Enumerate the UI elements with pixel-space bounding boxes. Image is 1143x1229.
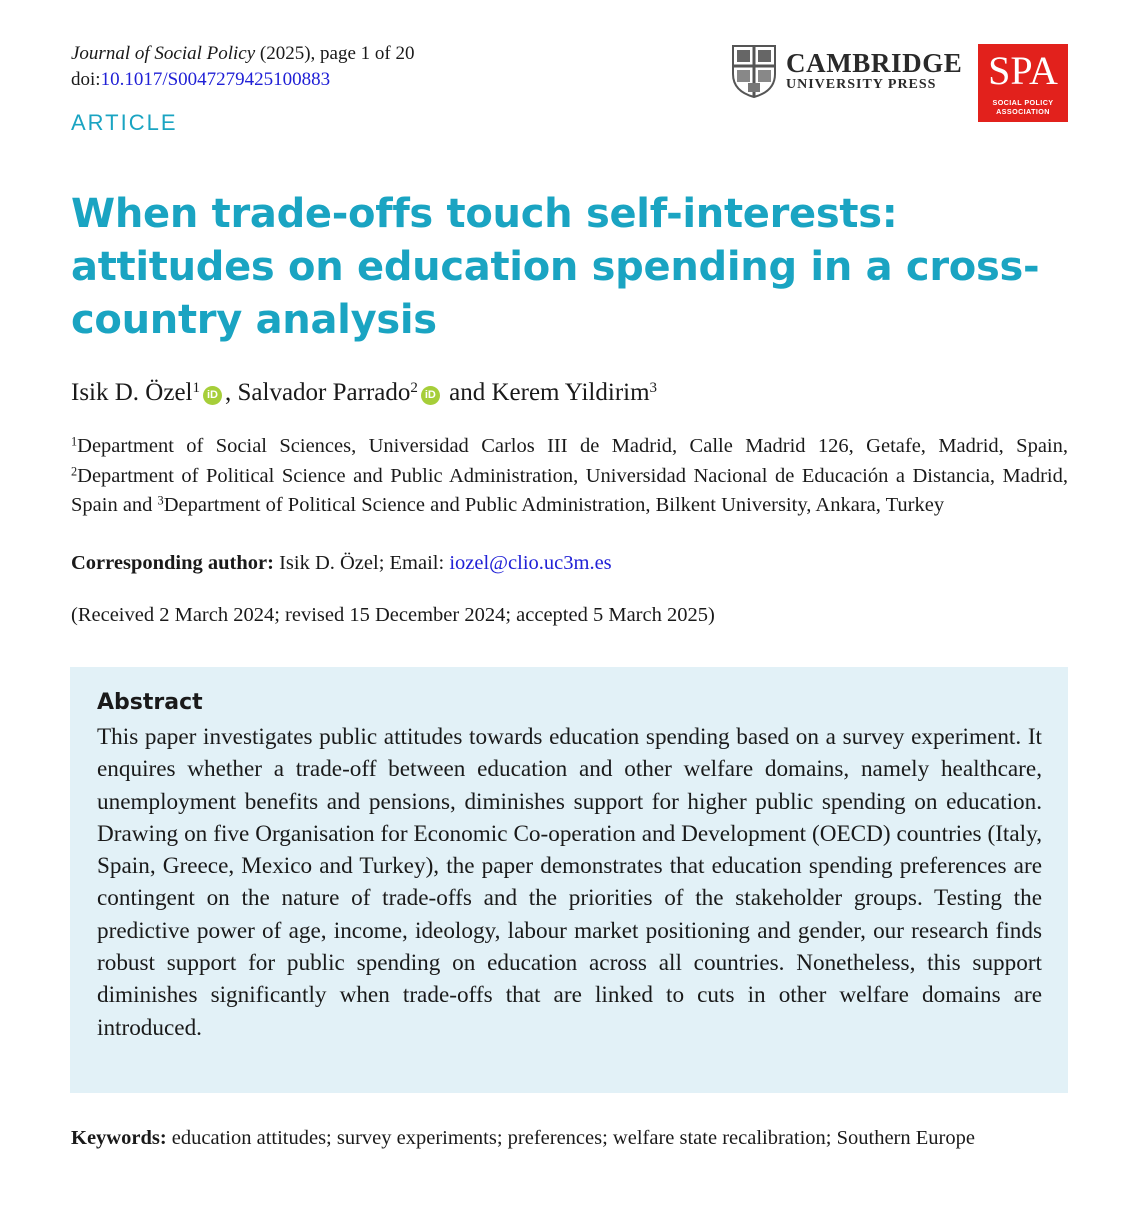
cambridge-wordmark <box>786 49 966 93</box>
affiliation-2: Department of Political Science and Public Administration, Universidad Nacional de Educación a Distancia, Madrid, Spain and <box>71 464 1068 516</box>
author-list <box>71 377 657 409</box>
doi-link[interactable]: 10.1017/S0047279425100883 <box>100 69 331 90</box>
journal-name: Journal of Social Policy <box>71 43 256 64</box>
author-2-affiliation-marker: 2 <box>410 379 418 396</box>
doi-line <box>71 68 330 92</box>
author-3-affiliation-marker: 3 <box>649 379 658 396</box>
cambridge-crest-icon <box>731 44 777 98</box>
affiliation-1-marker: 1 <box>71 434 78 449</box>
journal-details: (2025), page 1 of 20 <box>255 43 415 64</box>
orcid-icon[interactable]: iD <box>203 386 222 405</box>
author-2-name: , Salvador Parrado <box>225 379 411 406</box>
affiliation-3-marker: 3 <box>157 493 164 508</box>
article-title: When trade-offs touch self-interests: attitudes on education spending in a cross-country analysis <box>71 191 1040 343</box>
spa-line-2: ASSOCIATION <box>996 107 1050 116</box>
corresponding-author-label: Corresponding author: <box>71 552 274 574</box>
author-1-affiliation-marker: 1 <box>192 379 200 396</box>
email-link[interactable]: iozel@clio.uc3m.es <box>449 552 612 574</box>
affiliation-1: Department of Social Sciences, Universidad Carlos III de Madrid, Calle Madrid 126, Getafe, Madrid, Spain, <box>77 435 1068 457</box>
keywords-text: education attitudes; survey experiments; preferences; welfare state recalibration; Southern Europe <box>166 1127 975 1149</box>
orcid-icon[interactable]: iD <box>421 386 440 405</box>
author-3-name: and Kerem Yildirim <box>442 379 650 406</box>
publisher-subname: UNIVERSITY PRESS <box>786 77 937 92</box>
spa-abbrev: SPA <box>988 48 1058 93</box>
spa-line-1: SOCIAL POLICY <box>992 98 1054 107</box>
abstract-heading: Abstract <box>97 690 203 715</box>
publisher-name: CAMBRIDGE <box>786 48 963 78</box>
article-type-label: ARTICLE <box>71 110 178 135</box>
affiliation-3: Department of Political Science and Public Administration, Bilkent University, Ankara, Turkey <box>163 494 945 516</box>
corresponding-author <box>71 549 612 578</box>
received-dates: (Received 2 March 2024; revised 15 December 2024; accepted 5 March 2025) <box>71 604 715 626</box>
abstract-text: This paper investigates public attitudes towards education spending based on a survey experiment. It enquires whether a trade-off between education and other welfare domains, namely healthcare, unemployment benefits and pensions, diminishes support for higher public spending on education. Drawing on five Organisation for Economic Co-operation and Development (OECD) countries (Italy, Spain, Greece, Mexico and Turkey), the paper demonstrates that education spending preferences are contingent on the nature of trade-offs and the priorities of the stakeholder groups. Testing the predictive power of age, income, ideology, labour market positioning and gender, our research finds robust support for public spending on education across all countries. Nonetheless, this support diminishes significantly when trade-offs that are linked to cuts in other welfare domains are introduced. <box>97 724 1042 1041</box>
keywords-label: Keywords: <box>71 1127 167 1149</box>
journal-citation <box>71 42 415 66</box>
spa-logo <box>978 44 1068 122</box>
keywords <box>71 1124 1068 1154</box>
affiliations <box>71 432 1068 521</box>
author-1-name: Isik D. Özel <box>71 379 193 406</box>
doi-prefix: doi: <box>71 69 101 90</box>
affiliation-2-marker: 2 <box>71 463 78 478</box>
spa-fullname <box>978 98 1068 116</box>
corresponding-author-text: Isik D. Özel; Email: <box>273 552 450 574</box>
